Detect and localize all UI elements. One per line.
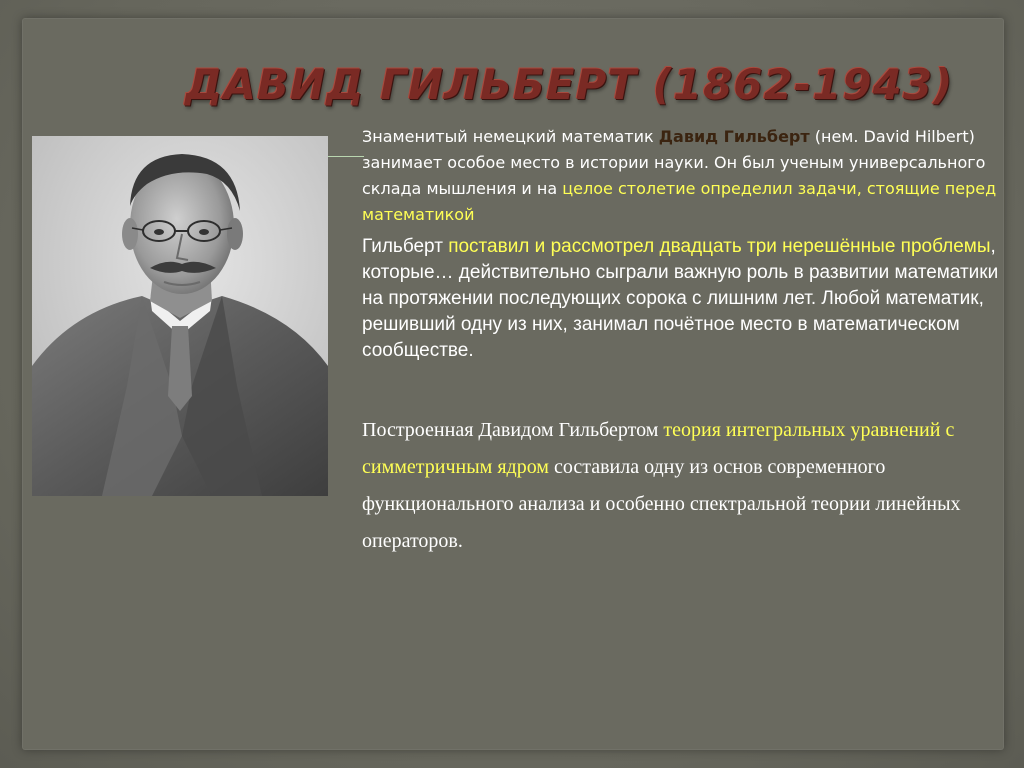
paragraph-intro-text-2: (нем. David Hilbert) занимает особое место в истории науки. Он был ученым универсального склада мышления и на — [362, 127, 986, 198]
portrait-photo-icon — [32, 136, 328, 496]
paragraph-integral-text-1: Построенная Давидом Гильбертом — [362, 419, 664, 441]
slide-title: ДАВИД ГИЛЬБЕРТ (1862-1943) — [185, 60, 954, 109]
paragraph-intro — [362, 124, 1002, 228]
paragraph-integral-equations — [362, 412, 1002, 560]
highlight-century: целое столетие определил задачи, стоящие перед математикой — [362, 179, 997, 224]
highlight-problems: поставил и рассмотрел двадцать три нерешённые проблемы — [448, 236, 991, 257]
highlight-integral-theory: теория интегральных уравнений с симметричным ядром — [362, 419, 955, 478]
hilbert-name: Давид Гильберт — [658, 127, 810, 146]
paragraph-problems-text-2: , которые… действительно сыграли важную роль в развитии математики на протяжении последующих сорока с лишним лет. Любой математик, решивший одну из них, занимал почётное место в математическом сообществе. — [362, 236, 999, 361]
paragraph-problems-text-1: Гильберт — [362, 236, 449, 257]
paragraph-intro-text-1: Знаменитый немецкий математик — [362, 127, 659, 146]
paragraph-problems — [362, 234, 1002, 364]
paragraph-integral-text-2: составила одну из основ современного функционального анализа и особенно спектральной теории линейных операторов. — [362, 456, 961, 552]
connector-line — [328, 156, 364, 157]
portrait-photo — [32, 136, 328, 496]
